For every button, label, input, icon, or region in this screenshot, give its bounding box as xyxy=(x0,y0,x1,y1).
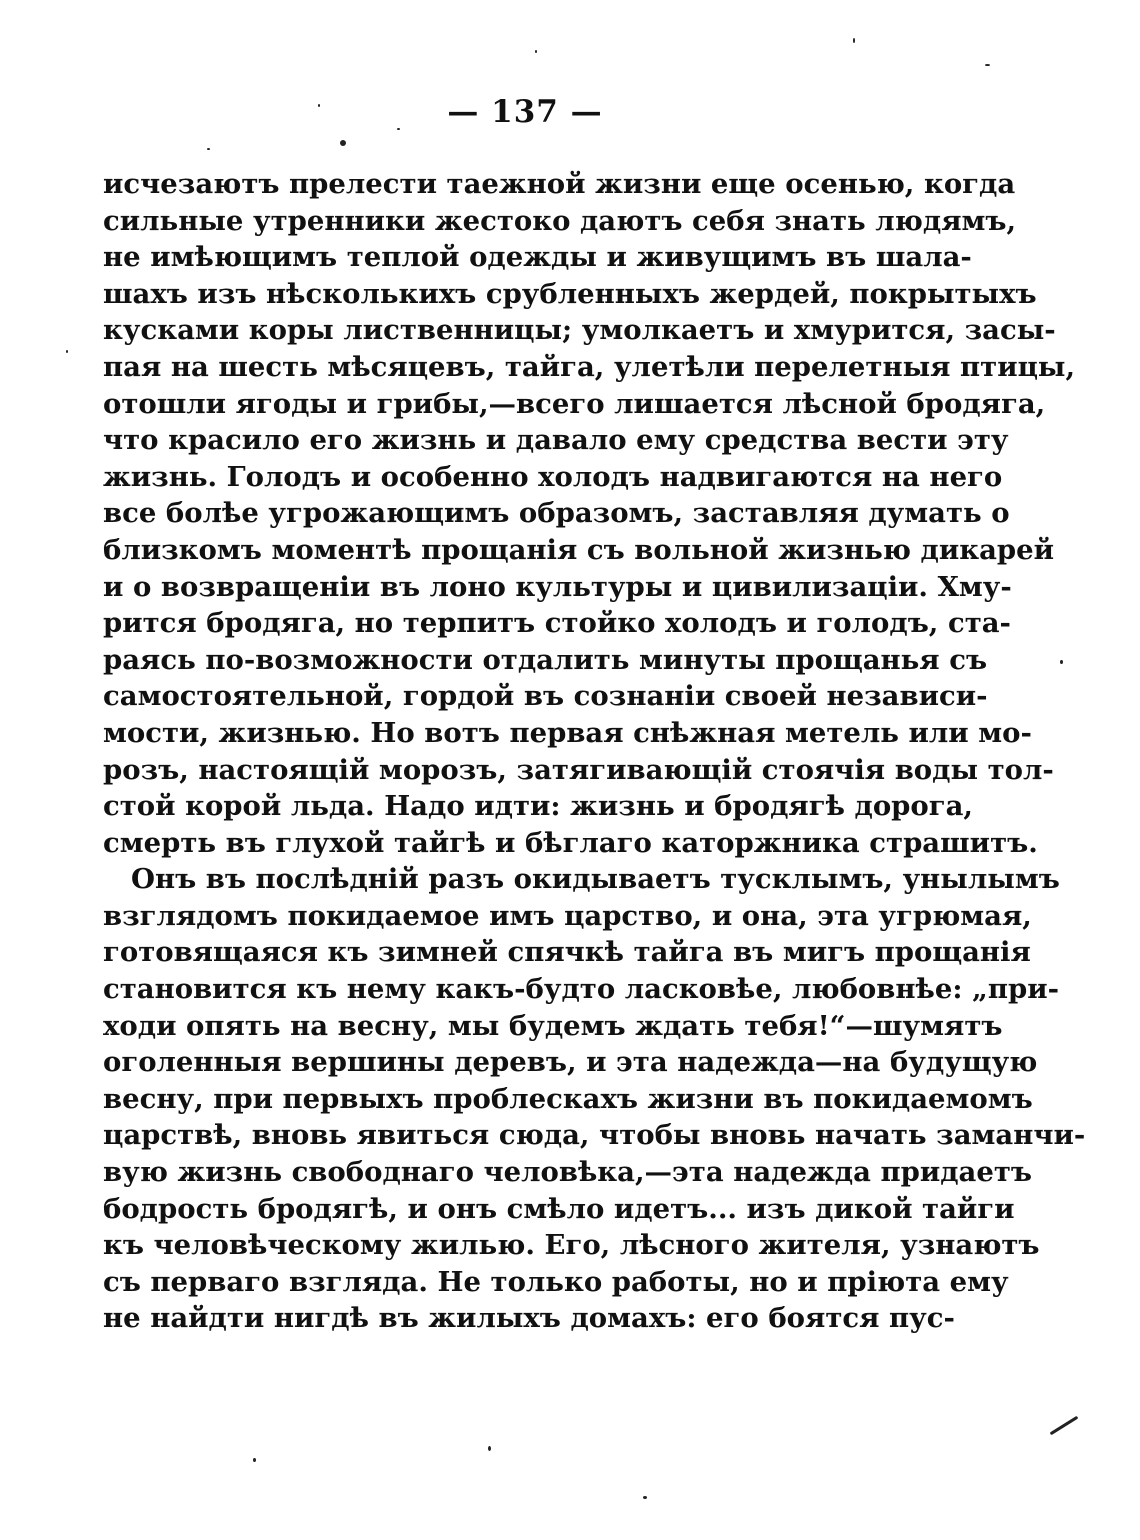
text-line: ходи опять на весну, мы будемъ ждать тебя!“—шумятъ xyxy=(103,1009,1003,1042)
paragraph-2 xyxy=(103,861,1086,1337)
text-line: все болѣе угрожающимъ образомъ, заставляя думать о xyxy=(103,497,1010,530)
text-line: Онъ въ послѣдній разъ окидываетъ тусклымъ, унылымъ xyxy=(131,863,1060,896)
text-line: исчезаютъ прелести таежной жизни еще осенью, когда xyxy=(103,168,1016,200)
text-line: царствѣ, вновь явиться сюда, чтобы вновь начать заманчи- xyxy=(103,1119,1086,1152)
text-line: близкомъ моментѣ прощанія съ вольной жизнью дикарей xyxy=(103,533,1055,566)
text-line: розъ, настоящій морозъ, затягивающій стоячія воды тол- xyxy=(103,753,1054,786)
text-line: мости, жизнью. Но вотъ первая снѣжная метель или мо- xyxy=(103,716,1032,749)
text-line: смерть въ глухой тайгѣ и бѣглаго каторжника страшитъ. xyxy=(103,826,1038,859)
scan-speck xyxy=(207,148,210,150)
text-line: что красило его жизнь и давало ему средства вести эту xyxy=(103,424,1009,457)
text-line: взглядомъ покидаемое имъ царство, и она, эта угрюмая, xyxy=(103,899,1032,932)
text-line: къ человѣческому жилью. Его, лѣсного жителя, узнаютъ xyxy=(103,1229,1040,1262)
scan-speck xyxy=(643,1496,647,1499)
scan-speck xyxy=(397,128,400,130)
text-line: жизнь. Голодъ и особенно холодъ надвигаются на него xyxy=(103,460,1003,493)
text-line: кусками коры лиственницы; умолкаетъ и хмурится, засы- xyxy=(103,314,1056,347)
text-line: бодрость бродягѣ, и онъ смѣло идетъ... изъ дикой тайги xyxy=(103,1192,1015,1225)
text-line: становится къ нему какъ-будто ласковѣе, любовнѣе: „при- xyxy=(103,973,1060,1006)
page-number: — 137 — xyxy=(447,94,603,130)
text-line: рится бродяга, но терпитъ стойко холодъ и голодъ, ста- xyxy=(103,607,1011,640)
text-line: пая на шесть мѣсяцевъ, тайга, улетѣли перелетныя птицы, xyxy=(103,350,1076,383)
text-line: самостоятельной, гордой въ сознаніи своей независи- xyxy=(103,680,988,713)
text-line: вую жизнь свободнаго человѣка,—эта надежда придаетъ xyxy=(103,1156,1033,1189)
scan-speck xyxy=(340,140,346,146)
paragraph-1 xyxy=(103,166,1076,861)
text-line: не найдти нигдѣ въ жилыхъ домахъ: его боятся пус- xyxy=(103,1302,955,1335)
text-line: весну, при первыхъ проблескахъ жизни въ покидаемомъ xyxy=(103,1082,1033,1115)
body-text xyxy=(103,166,1086,1337)
text-line: отошли ягоды и грибы,—всего лишается лѣсной бродяга, xyxy=(103,387,1046,420)
scan-speck xyxy=(1060,660,1063,664)
text-line: и о возвращеніи въ лоно культуры и цивилизаціи. Хму- xyxy=(103,570,1012,603)
text-line: шахъ изъ нѣсколькихъ срубленныхъ жердей, покрытыхъ xyxy=(103,277,1037,310)
scan-speck xyxy=(488,1446,491,1451)
text-line: сильные утренники жестоко даютъ себя знать людямъ, xyxy=(103,204,1017,237)
text-line: стой корой льда. Надо идти: жизнь и бродягѣ дорога, xyxy=(103,790,973,823)
text-line: оголенныя вершины деревъ, и эта надежда—на будущую xyxy=(103,1046,1038,1079)
text-line: не имѣющимъ теплой одежды и живущимъ въ шала- xyxy=(103,241,972,274)
scan-speck xyxy=(985,64,990,66)
text-line: готовящаяся къ зимней спячкѣ тайга въ мигъ прощанія xyxy=(103,936,1031,969)
scan-speck xyxy=(853,38,855,43)
text-line: раясь по-возможности отдалить минуты прощанья съ xyxy=(103,643,988,676)
scan-speck xyxy=(318,104,320,107)
scan-speck xyxy=(1050,1416,1079,1436)
text-line: съ перваго взгляда. Не только работы, но и пріюта ему xyxy=(103,1265,1009,1298)
scan-speck xyxy=(535,50,537,53)
scan-speck xyxy=(66,350,68,353)
scan-speck xyxy=(253,1458,256,1462)
